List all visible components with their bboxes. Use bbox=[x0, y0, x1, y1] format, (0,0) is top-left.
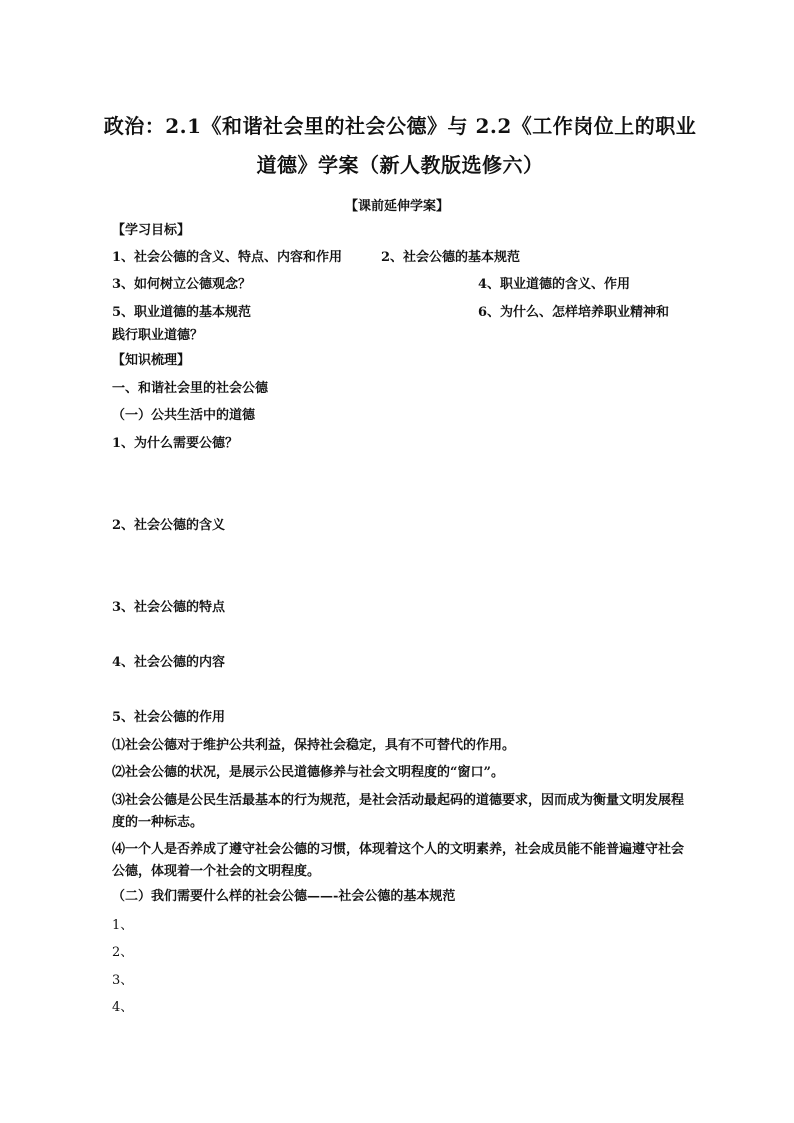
goal-2: 2、社会公德的基本规范 bbox=[381, 250, 521, 265]
question-5: 5、社会公德的作用 bbox=[112, 710, 226, 725]
question-1: 1、为什么需要公德？ bbox=[112, 436, 239, 451]
function-point-2: ⑵社会公德的状况，是展示公民道德修养与社会文明程度的“窗口”。 bbox=[112, 765, 504, 780]
function-point-1: ⑴社会公德对于维护公共利益，保持社会稳定，具有不可替代的作用。 bbox=[112, 738, 516, 753]
question-2: 2、社会公德的含义 bbox=[112, 518, 226, 533]
knowledge-heading: 【知识梳理】 bbox=[112, 353, 191, 368]
doc-subtitle: 【课前延伸学案】 bbox=[344, 199, 449, 214]
doc-title-line-1: 政治：2.1《和谐社会里的社会公德》与 2.2《工作岗位上的职业 bbox=[103, 114, 697, 138]
goal-5: 5、职业道德的基本规范 bbox=[112, 305, 252, 320]
goal-6: 6、为什么、怎样培养职业精神和 bbox=[478, 305, 670, 320]
question-4: 4、社会公德的内容 bbox=[112, 655, 226, 670]
blank-item-2: 2、 bbox=[112, 945, 134, 960]
function-point-3: ⑶社会公德是公民生活最基本的行为规范，是社会活动最起码的道德要求，因而成为衡量文明发展程度的一种标志。 bbox=[112, 793, 685, 830]
blank-item-1: 1、 bbox=[112, 918, 134, 933]
goal-1: 1、社会公德的含义、特点、内容和作用 bbox=[112, 250, 343, 265]
section-heading-1: 一、和谐社会里的社会公德 bbox=[112, 381, 269, 396]
blank-item-4: 4、 bbox=[112, 1000, 134, 1015]
goal-4: 4、职业道德的含义、作用 bbox=[478, 277, 631, 292]
subsection-heading-1: （一）公共生活中的道德 bbox=[112, 408, 256, 423]
goals-heading: 【学习目标】 bbox=[112, 223, 191, 238]
blank-item-3: 3、 bbox=[112, 973, 134, 988]
doc-title-line-2: 道德》学案（新人教版选修六） bbox=[256, 153, 544, 177]
function-point-4: ⑷一个人是否养成了遵守社会公德的习惯，体现着这个人的文明素养，社会成员能不能普遍遵守社会公德，体现着一个社会的文明程度。 bbox=[112, 842, 685, 879]
subsection-heading-2: （二）我们需要什么样的社会公德——-社会公德的基本规范 bbox=[112, 889, 456, 904]
goal-6-continued: 践行职业道德？ bbox=[112, 328, 204, 343]
goal-3: 3、如何树立公德观念？ bbox=[112, 277, 252, 292]
question-3: 3、社会公德的特点 bbox=[112, 600, 226, 615]
